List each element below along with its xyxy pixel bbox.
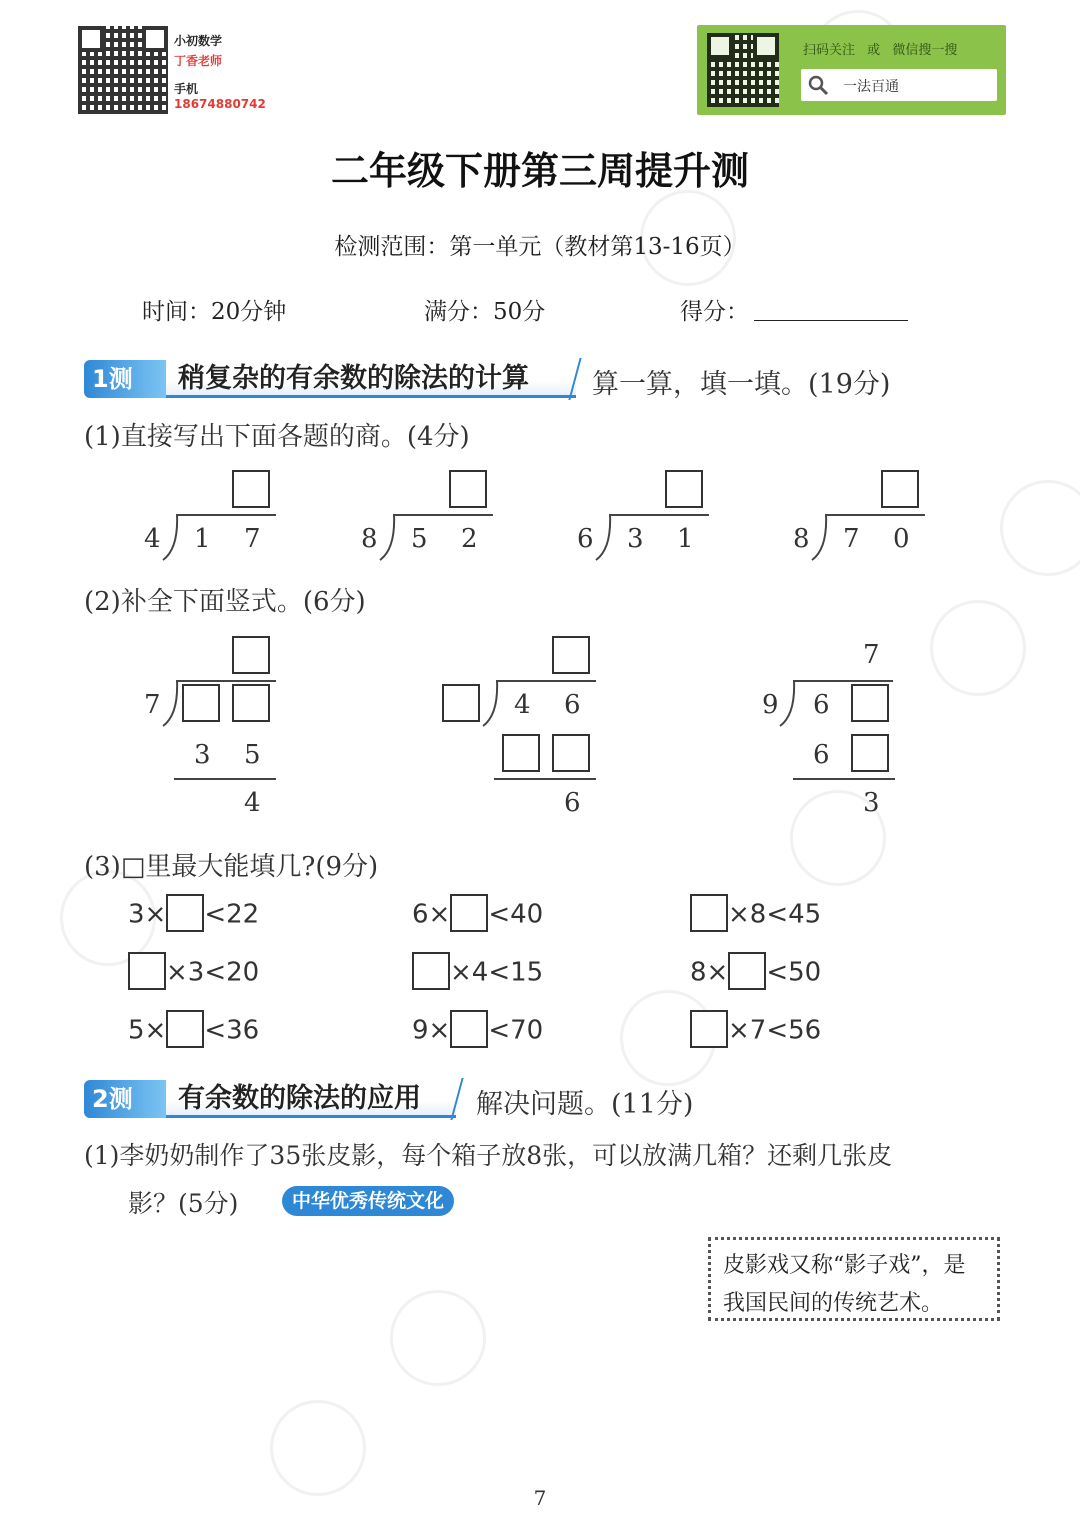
dividend-digit: 1 (194, 524, 211, 554)
page-title: 二年级下册第三周提升测 (330, 149, 749, 193)
inequality-right: ×8<45 (728, 899, 822, 930)
note-line1: 皮影戏又称“影子戏”，是 (723, 1253, 966, 1278)
problem-text-line2: 影？(5分) (128, 1189, 239, 1218)
dividend-digit: 3 (627, 524, 644, 554)
answer-box[interactable] (450, 1010, 488, 1048)
subtraction-line (174, 778, 276, 780)
product-box[interactable] (552, 734, 590, 772)
division-bar (496, 680, 596, 682)
divisor-box[interactable] (442, 684, 480, 722)
inequality-right: ×7<56 (728, 1015, 822, 1046)
remainder: 4 (244, 788, 261, 818)
inequality-right: <22 (204, 899, 260, 930)
scan-prompt (803, 39, 957, 58)
inequality (412, 896, 543, 934)
answer-box[interactable] (166, 894, 204, 932)
quotient-box[interactable] (881, 470, 919, 508)
phone-number: 18674880742 (174, 97, 266, 111)
search-hint: 微信搜一搜 (892, 43, 958, 58)
divisor: 4 (144, 524, 161, 554)
inequality (690, 896, 821, 934)
page-number: 7 (533, 1486, 547, 1510)
section1-badge: 1测 (84, 360, 166, 398)
note-line2: 我国民间的传统艺术。 (723, 1291, 944, 1316)
answer-box[interactable] (128, 952, 166, 990)
product-box[interactable] (502, 734, 540, 772)
dividend-digit: 5 (411, 524, 428, 554)
inequality (412, 1012, 543, 1050)
subtraction-line (494, 778, 596, 780)
quotient-box[interactable] (552, 636, 590, 674)
quotient-box[interactable] (665, 470, 703, 508)
product-digit: 6 (813, 740, 830, 770)
product-box[interactable] (851, 734, 889, 772)
inequality-left: 8× (690, 957, 729, 988)
wechat-search-banner (697, 25, 1006, 115)
inequality-right: <70 (488, 1015, 544, 1046)
dividend-digit: 4 (514, 690, 531, 720)
phone-label: 手机 (174, 82, 199, 96)
search-value: 一法百通 (843, 79, 899, 95)
test-scope: 检测范围：第一单元（教材第13-16页） (334, 234, 746, 260)
divisor: 9 (762, 690, 779, 720)
section1-task: 算一算，填一填。(19分) (592, 369, 891, 400)
division-bracket (160, 514, 180, 562)
quotient-box[interactable] (232, 470, 270, 508)
quotient-box[interactable] (232, 636, 270, 674)
dividend-digit: 0 (893, 524, 910, 554)
watermark (911, 581, 1045, 715)
section2-badge: 2测 (84, 1080, 166, 1118)
inequality-right: ×3<20 (166, 957, 260, 988)
quotient-box[interactable] (449, 470, 487, 508)
answer-box[interactable] (450, 894, 488, 932)
or-text: 或 (867, 43, 881, 58)
culture-tag: 中华优秀传统文化 (282, 1186, 454, 1216)
inequality-right: ×4<15 (450, 957, 544, 988)
dividend-digit: 6 (564, 690, 581, 720)
search-icon (807, 74, 829, 96)
division-bar (825, 514, 925, 516)
section1-topic: 稍复杂的有余数的除法的计算 (166, 360, 576, 398)
inequality-right: <50 (766, 957, 822, 988)
answer-box[interactable] (690, 894, 728, 932)
full-score-label: 满分：50分 (424, 299, 546, 325)
time-label: 时间：20分钟 (142, 299, 287, 325)
remainder: 3 (863, 788, 880, 818)
inequality (128, 1012, 259, 1050)
division-bar (176, 680, 276, 682)
q1-prompt: (1)直接写出下面各题的商。(4分) (84, 422, 470, 452)
division-bar (176, 514, 276, 516)
answer-box[interactable] (690, 1010, 728, 1048)
answer-box[interactable] (412, 952, 450, 990)
problem-text-line1: (1)李奶奶制作了35张皮影，每个箱子放8张，可以放满几箱？还剩几张皮 (84, 1141, 893, 1170)
dividend-box[interactable] (182, 684, 220, 722)
answer-box[interactable] (728, 952, 766, 990)
product-digit: 3 (194, 740, 211, 770)
watermark (371, 1271, 505, 1405)
watermark (981, 461, 1080, 595)
search-box[interactable] (801, 69, 997, 101)
inequality-left: 6× (412, 899, 451, 930)
dividend-digit: 1 (677, 524, 694, 554)
divisor: 6 (577, 524, 594, 554)
division-bracket (593, 514, 613, 562)
q2-prompt: (2)补全下面竖式。(6分) (84, 587, 366, 617)
culture-note (708, 1237, 1000, 1321)
score-blank[interactable] (754, 320, 908, 321)
quotient: 7 (863, 640, 880, 670)
inequality-left: 3× (128, 899, 167, 930)
divisor: 8 (793, 524, 810, 554)
qr-code-right (707, 33, 779, 107)
watermark (771, 771, 905, 905)
inequality-right: <36 (204, 1015, 260, 1046)
brand-label: 小初数学 (174, 34, 223, 48)
inequality (128, 954, 259, 992)
divisor: 8 (361, 524, 378, 554)
division-bar (793, 680, 893, 682)
dividend-digit: 2 (461, 524, 478, 554)
score-label: 得分： (680, 299, 749, 325)
divisor: 7 (144, 690, 161, 720)
division-bracket (809, 514, 829, 562)
division-bar (609, 514, 709, 516)
dividend-digit: 6 (813, 690, 830, 720)
dividend-box[interactable] (232, 684, 270, 722)
qr-code-left (78, 26, 168, 114)
inequality (690, 1012, 821, 1050)
division-bracket (480, 680, 500, 728)
inequality-right: <40 (488, 899, 544, 930)
section2-task: 解决问题。(11分) (476, 1089, 694, 1120)
teacher-label: 丁香老师 (174, 54, 223, 68)
inequality (412, 954, 543, 992)
dividend-box[interactable] (851, 684, 889, 722)
inequality-left: 5× (128, 1015, 167, 1046)
remainder: 6 (564, 788, 581, 818)
scan-text: 扫码关注 (803, 43, 856, 58)
q3-prompt: (3)□里最大能填几?(9分) (84, 852, 379, 882)
inequality (128, 896, 259, 934)
division-bracket (160, 680, 180, 728)
inequality-left: 9× (412, 1015, 451, 1046)
section2-topic: 有余数的除法的应用 (166, 1080, 456, 1118)
inequality (690, 954, 821, 992)
dividend-digit: 7 (843, 524, 860, 554)
product-digit: 5 (244, 740, 261, 770)
answer-box[interactable] (166, 1010, 204, 1048)
division-bracket (377, 514, 397, 562)
division-bar (393, 514, 493, 516)
subtraction-line (793, 778, 895, 780)
dividend-digit: 7 (244, 524, 261, 554)
division-bracket (777, 680, 797, 728)
